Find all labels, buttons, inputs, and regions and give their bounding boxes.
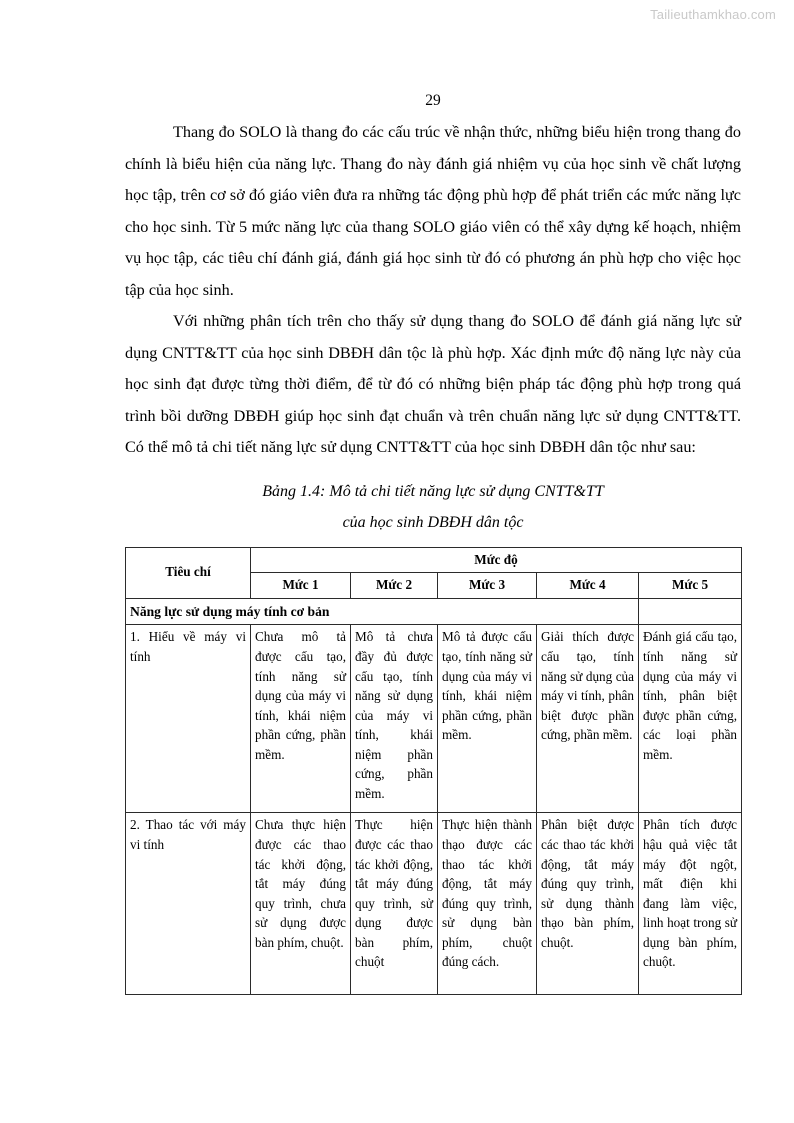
- paragraph-1: Thang đo SOLO là thang đo các cấu trúc về nhận thức, những biểu hiện trong thang đo chính là biểu hiện của năng lực. Thang đo này đánh giá nhiệm vụ của học sinh về chất lượng học tập, trên cơ sở đó giáo viên đưa ra những tác động phù hợp để phát triển các mức năng lực cho học sinh. Từ 5 mức năng lực của thang SOLO giáo viên có thể xây dựng kế hoạch, nhiệm vụ học tập, các tiêu chí đánh giá, đánh giá học sinh từ đó có phương án phù hợp cho việc học tập của học sinh.: [125, 123, 741, 299]
- section-blank-cell: [639, 598, 742, 625]
- table-section-row: [126, 598, 742, 625]
- table-header-row-1: [126, 547, 742, 573]
- page-content: [125, 92, 741, 995]
- table-row: [126, 625, 742, 813]
- header-levels-group: Mức độ: [251, 547, 742, 573]
- row-1-level-5: Đánh giá cấu tạo, tính năng sử dụng của máy vi tính, phân biệt được phần cứng, các loại phần mềm.: [639, 625, 742, 813]
- row-1-level-2: Mô tả chưa đầy đủ được cấu tạo, tính năng sử dụng của máy vi tính, khái niệm phần cứng, phần mềm.: [351, 625, 438, 813]
- table-caption: [125, 476, 741, 538]
- competency-table: [125, 547, 742, 996]
- row-1-level-4: Giải thích được cấu tạo, tính năng sử dụng của máy vi tính, phân biệt được phần cứng, phần mềm.: [537, 625, 639, 813]
- paragraph-2: Với những phân tích trên cho thấy sử dụng thang đo SOLO để đánh giá năng lực sử dụng CNTT&TT của học sinh DBĐH dân tộc là phù hợp. Xác định mức độ năng lực này của học sinh đạt được từng thời điểm, để từ đó có những biện pháp tác động phù hợp trong quá trình bồi dưỡng DBĐH giúp học sinh đạt chuẩn và trên chuẩn năng lực sử dụng CNTT&TT. Có thể mô tả chi tiết năng lực sử dụng CNTT&TT của học sinh DBĐH dân tộc như sau:: [125, 312, 741, 457]
- header-level-3: Mức 3: [438, 573, 537, 599]
- header-level-5: Mức 5: [639, 573, 742, 599]
- section-title: Năng lực sử dụng máy tính cơ bản: [126, 598, 639, 625]
- row-2-level-3: Thực hiện thành thạo được các thao tác khởi động, tắt máy đúng quy trình, sử dụng bàn phím, chuột đúng cách.: [438, 813, 537, 995]
- row-2-level-4: Phân biệt được các thao tác khởi động, tắt máy đúng quy trình, sử dụng thành thạo bàn phím, chuột.: [537, 813, 639, 995]
- watermark-text: Tailieuthamkhao.com: [650, 7, 776, 22]
- row-1-level-1: Chưa mô tả được cấu tạo, tính năng sử dụng của máy vi tính, khái niệm phần cứng, phần mềm.: [251, 625, 351, 813]
- header-level-4: Mức 4: [537, 573, 639, 599]
- table-row: [126, 813, 742, 995]
- row-2-level-5: Phân tích được hậu quả việc tắt máy đột ngột, mất điện khi đang làm việc, linh hoạt trong sử dụng bàn phím, chuột.: [639, 813, 742, 995]
- page-number: 29: [425, 92, 441, 109]
- table-caption-line-2: của học sinh DBĐH dân tộc: [342, 513, 524, 531]
- row-1-level-3: Mô tả được cấu tạo, tính năng sử dụng của máy vi tính, khái niệm phần cứng, phần mềm.: [438, 625, 537, 813]
- table-caption-line-1: Bảng 1.4: Mô tả chi tiết năng lực sử dụng CNTT&TT: [262, 482, 604, 500]
- row-1-criteria: 1. Hiểu về máy vi tính: [126, 625, 251, 813]
- row-2-criteria: 2. Thao tác với máy vi tính: [126, 813, 251, 995]
- header-level-1: Mức 1: [251, 573, 351, 599]
- header-criteria: Tiêu chí: [126, 547, 251, 598]
- header-level-2: Mức 2: [351, 573, 438, 599]
- row-2-level-2: Thực hiện được các thao tác khởi động, tắt máy đúng quy trình, sử dụng được bàn phím, chuột: [351, 813, 438, 995]
- row-2-level-1: Chưa thực hiện được các thao tác khởi động, tắt máy đúng quy trình, chưa sử dụng được bàn phím, chuột.: [251, 813, 351, 995]
